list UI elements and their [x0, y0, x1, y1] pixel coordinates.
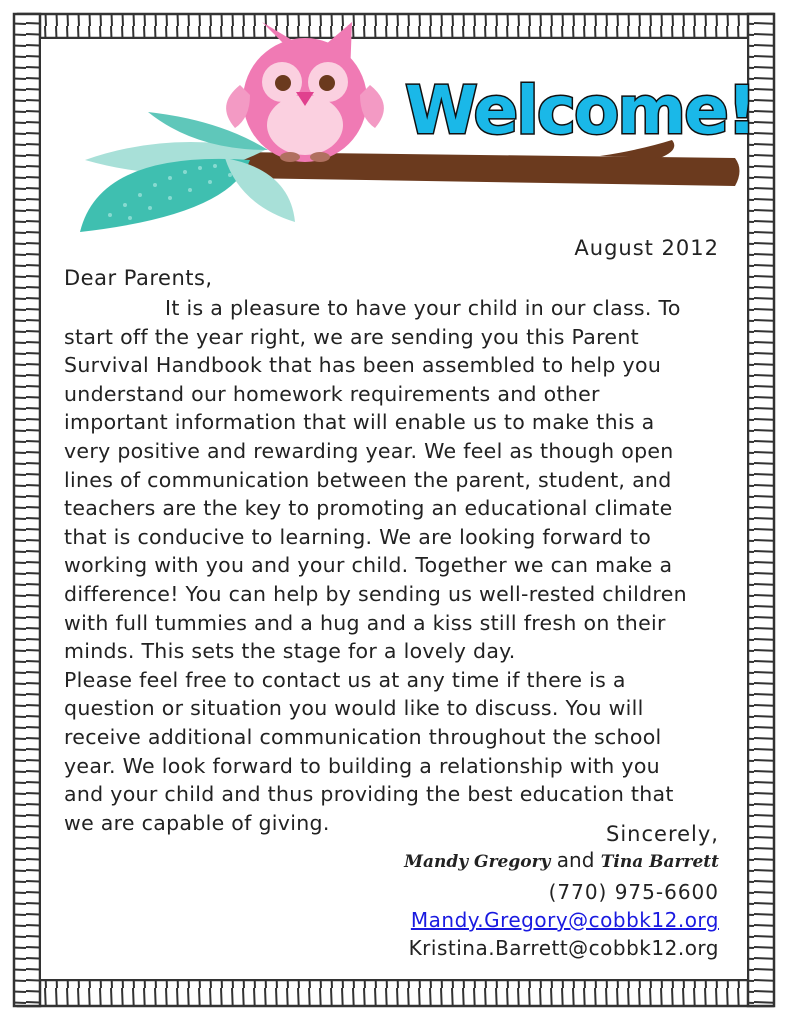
body-line: Please feel free to contact us at any time if there is a [64, 667, 626, 692]
body-line: very positive and rewarding year. We feel as though open [64, 438, 674, 463]
greeting: Dear Parents, [64, 266, 213, 290]
body-line: question or situation you would like to discuss. You will [64, 696, 644, 721]
email-kristina: Kristina.Barrett@cobbk12.org [408, 936, 719, 960]
body-line: important information that will enable us to make this a [64, 410, 655, 435]
body-line: and your child and thus providing the best education that [64, 782, 674, 807]
signers [404, 848, 719, 872]
body-line: lines of communication between the parent, student, and [64, 467, 672, 492]
body-line: teachers are the key to promoting an educational climate [64, 496, 673, 521]
conjunction: and [556, 848, 595, 872]
body-line: working with you and your child. Together we can make a [64, 553, 673, 578]
signer-2: Tina Barrett [600, 852, 719, 872]
welcome-banner: Welcome! [405, 72, 755, 149]
letter-body [64, 294, 734, 837]
body-line: It is a pleasure to have your child in our class. To [165, 296, 681, 320]
email-link-mandy[interactable]: Mandy.Gregory@cobbk12.org [410, 908, 719, 932]
leaf-patterned [80, 159, 250, 232]
body-line: difference! You can help by sending us well-rested children [64, 581, 687, 606]
body-line: year. We look forward to building a relationship with you [64, 753, 660, 778]
body-line: understand our homework requirements and other [64, 381, 600, 406]
body-line: with full tummies and a hug and a kiss still fresh on their [64, 610, 666, 635]
body-line: we are capable of giving. [64, 810, 330, 835]
phone-number: (770) 975-6600 [548, 880, 719, 904]
signer-1: Mandy Gregory [404, 852, 551, 872]
body-line: that is conducive to learning. We are looking forward to [64, 524, 652, 549]
owl-branch-illustration [0, 0, 791, 240]
body-line: receive additional communication throughout the school [64, 724, 662, 749]
letter-date: August 2012 [574, 236, 719, 260]
body-line: start off the year right, we are sending you this Parent [64, 324, 639, 349]
closing: Sincerely, [606, 822, 719, 846]
body-line: Survival Handbook that has been assembled to help you [64, 353, 662, 378]
body-line: minds. This sets the stage for a lovely day. [64, 639, 516, 664]
